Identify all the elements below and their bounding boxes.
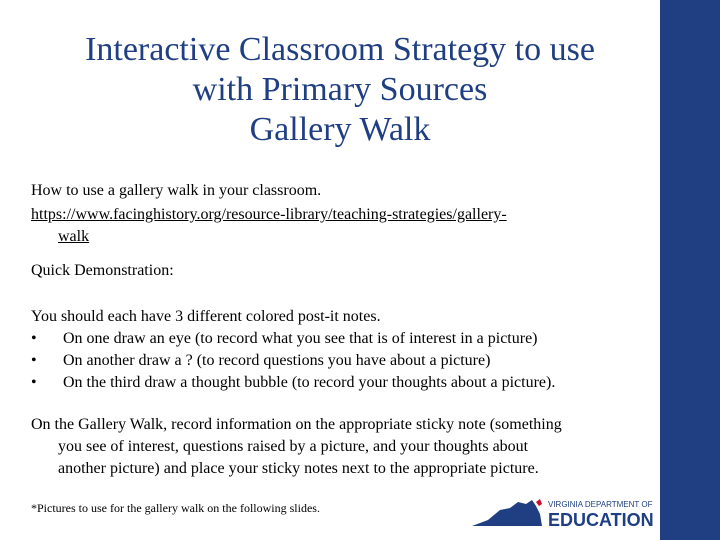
- demo-heading: Quick Demonstration:: [31, 262, 174, 279]
- title-line-3: Gallery Walk: [249, 111, 431, 148]
- resource-link-line-1[interactable]: https://www.facinghistory.org/resource-library/teaching-strategies/gallery-: [31, 206, 507, 223]
- title-line-1: Interactive Classroom Strategy to use: [85, 31, 595, 68]
- title-line-2: with Primary Sources: [192, 71, 488, 108]
- bullet-marker: •: [31, 352, 37, 369]
- instructions-section: [31, 306, 641, 394]
- footnote: *Pictures to use for the gallery walk on the following slides.: [31, 501, 320, 515]
- instruction-text: On the third draw a thought bubble (to record your thoughts about a picture).: [63, 374, 556, 391]
- resource-link[interactable]: [31, 204, 641, 226]
- bullet-marker: •: [31, 374, 37, 391]
- instruction-item: [31, 350, 641, 372]
- gallery-line-2: you see of interest, questions raised by a picture, and your thoughts about: [58, 438, 529, 455]
- resource-link-continuation[interactable]: [31, 226, 641, 248]
- instruction-item: [31, 372, 641, 394]
- intro-section: [31, 180, 641, 248]
- slide-title: [20, 30, 660, 150]
- vdoe-logo: [470, 496, 655, 530]
- virginia-map-icon: [470, 496, 655, 530]
- logo-main-text: EDUCATION: [548, 510, 654, 530]
- logo-top-text: VIRGINIA DEPARTMENT OF: [548, 500, 653, 509]
- resource-link-line-2[interactable]: walk: [58, 228, 90, 245]
- instruction-text: On one draw an eye (to record what you see that is of interest in a picture): [63, 330, 538, 347]
- bullet-marker: •: [31, 330, 37, 347]
- gallery-line-3: another picture) and place your sticky notes next to the appropriate picture.: [58, 460, 539, 477]
- instruction-text: On another draw a ? (to record questions you have about a picture): [63, 352, 491, 369]
- intro-text: How to use a gallery walk in your classroom.: [31, 182, 322, 199]
- instruction-item: [31, 328, 641, 350]
- gallery-walk-paragraph: [31, 414, 641, 480]
- gallery-line-1: On the Gallery Walk, record information on the appropriate sticky note (something: [31, 416, 562, 433]
- instructions-lead: You should each have 3 different colored post-it notes.: [31, 308, 381, 325]
- right-sidebar-bar: [660, 0, 720, 540]
